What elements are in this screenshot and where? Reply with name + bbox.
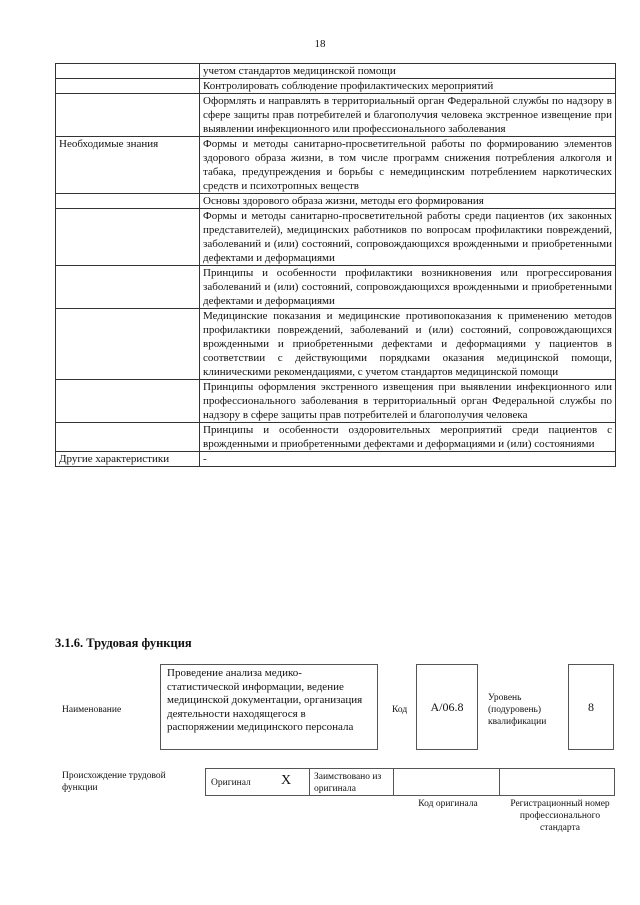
row-text: Оформлять и направлять в территориальный орган Федеральной службы по надзору в сфере защиты прав потребителей и благополучия человека экстренное извещение при выявлении инфекционного или профессионального заболевания (200, 94, 616, 137)
row-text: учетом стандартов медицинской помощи (200, 64, 616, 79)
row-label (56, 64, 200, 79)
row-text: Основы здорового образа жизни, методы его формирования (200, 194, 616, 209)
row-text: Медицинские показания и медицинские противопоказания к применению методов профилактики повреждений, заболеваний и (или) состояний, сопровождающихся врожденными и приобретенными дефектами и деформациями у пациентов в соответствии с действующими порядками оказания медицинской помощи, клиническими рекомендациями, с учетом стандартов медицинской помощи (200, 309, 616, 380)
row-text: Формы и методы санитарно-просветительной работы среди пациентов (их законных представителей), медицинских работников по вопросам профилактики повреждений, заболеваний и (или) состояний, сопровождающихся врожденными и приобретенными дефектами и деформациями (200, 209, 616, 266)
name-label: Наименование (62, 705, 122, 715)
original-mark: X (281, 773, 292, 788)
origin-label: Происхождение трудовой функции (62, 771, 166, 793)
table-row (56, 452, 616, 467)
table-row (56, 209, 616, 266)
code-value-box: А/06.8 (416, 664, 478, 750)
row-label (56, 423, 200, 452)
row-label (56, 266, 200, 309)
level-value-box: 8 (568, 664, 614, 750)
level-label: Уровень (подуровень) квалификации (488, 693, 547, 727)
original-code-label: Код оригинала (418, 799, 478, 809)
table-row (56, 137, 616, 194)
row-label (56, 194, 200, 209)
function-name-box: Проведение анализа медико-статистической информации, ведение медицинской документации, организация деятельности находящегося в распоряжении медицинского персонала (160, 664, 378, 750)
table-row (56, 64, 616, 79)
row-label (56, 94, 200, 137)
row-text: Формы и методы санитарно-просветительной работы по формированию элементов здорового образа жизни, в том числе программ снижения потребления алкоголя и табака, предупреждения и борьбы с немедицинским потреблением наркотических средств и психотропных веществ (200, 137, 616, 194)
borrowed-cell (310, 769, 394, 795)
table-row (56, 94, 616, 137)
original-label: Оригинал (211, 778, 251, 788)
row-text: - (200, 452, 616, 467)
skills-knowledge-table (55, 63, 616, 467)
row-label (56, 209, 200, 266)
table-row (56, 380, 616, 423)
table-row (56, 194, 616, 209)
borrowed-label: Заимствовано из оригинала (314, 772, 382, 794)
code-label: Код (392, 705, 408, 715)
table-row (56, 79, 616, 94)
original-code-cell (394, 769, 500, 795)
original-cell (206, 769, 310, 795)
section-title: 3.1.6. Трудовая функция (55, 636, 192, 650)
table-row (56, 309, 616, 380)
origin-table (205, 768, 615, 796)
page-number: 18 (314, 38, 326, 50)
row-label (56, 309, 200, 380)
row-text: Принципы и особенности профилактики возникновения или прогрессирования заболеваний и (или) состояний, сопровождающихся врожденными и приобретенными дефектами и деформациями (200, 266, 616, 309)
table-row (56, 266, 616, 309)
row-label (56, 380, 200, 423)
row-label (56, 79, 200, 94)
row-text: Принципы оформления экстренного извещения при выявлении инфекционного или профессионального заболевания в территориальный орган Федеральной службы по надзору в сфере защиты прав потребителей и благополучия человека (200, 380, 616, 423)
row-text: Принципы и особенности оздоровительных мероприятий среди пациентов с врожденными и приобретенными дефектами и деформациями и (или) состояниями (200, 423, 616, 452)
table-row (56, 423, 616, 452)
row-label: Другие характеристики (56, 452, 200, 467)
reg-number-cell (500, 769, 614, 795)
row-label: Необходимые знания (56, 137, 200, 194)
row-text: Контролировать соблюдение профилактических мероприятий (200, 79, 616, 94)
reg-number-label: Регистрационный номер профессионального стандарта (510, 799, 610, 833)
